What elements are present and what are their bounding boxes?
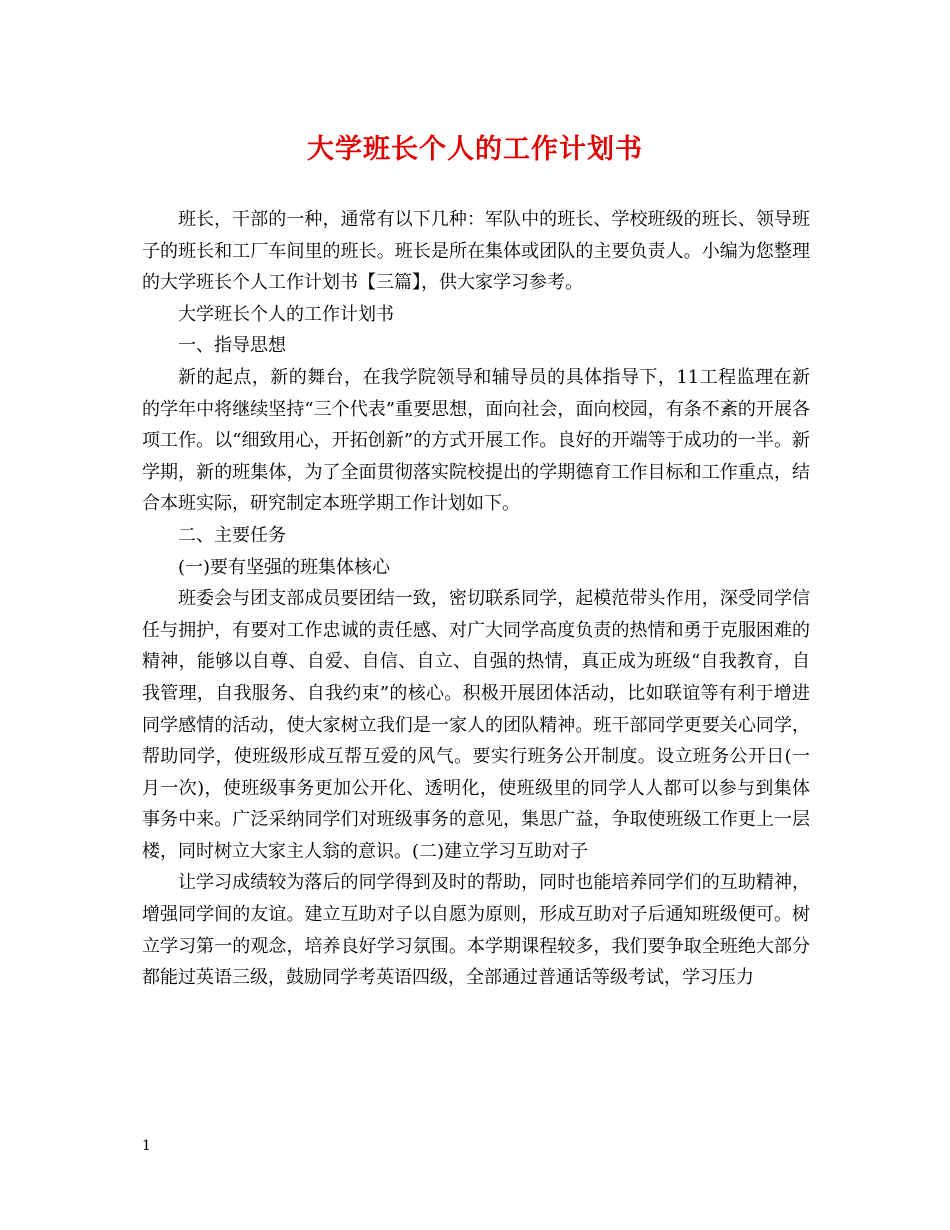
paragraph-guiding-thought: 新的起点，新的舞台，在我学院领导和辅导员的具体指导下，11工程监理在新的学年中将继续坚持“三个代表”重要思想，面向社会，面向校园，有条不紊的开展各项工作。以“细致用心，开拓创新”的方式开展工作。良好的开端等于成功的一半。新学期，新的班集体，为了全面贯彻落实院校提出的学期德育工作目标和工作重点，结合本班实际，研究制定本班学期工作计划如下。: [142, 366, 810, 515]
section-heading-guiding-thought: 一、指导思想: [178, 335, 286, 357]
document-body: [142, 204, 810, 994]
paragraph-intro: 班长，干部的一种，通常有以下几种：军队中的班长、学校班级的班长、领导班子的班长和工厂车间里的班长。班长是所在集体或团队的主要负责人。小编为您整理的大学班长个人工作计划书【三篇】，供大家学习参考。: [142, 209, 810, 294]
paragraph-class-core: 班委会与团支部成员要团结一致，密切联系同学，起模范带头作用，深受同学信任与拥护，有要对工作忠诚的责任感、对广大同学高度负责的热情和勇于克服困难的精神，能够以自尊、自爱、自信、自立、自强的热情，真正成为班级“自我教育，自我管理，自我服务、自我约束”的核心。积极开展团体活动，比如联谊等有利于增进同学感情的活动，使大家树立我们是一家人的团队精神。班干部同学更要关心同学，帮助同学，使班级形成互帮互爱的风气。要实行班务公开制度。设立班务公开日(一月一次)，使班级事务更加公开化、透明化，使班级里的同学人人都可以参与到集体事务中来。广泛采纳同学们对班级事务的意见，集思广益，争取使班级工作更上一层楼，同时树立大家主人翁的意识。(二)建立学习互助对子: [142, 588, 810, 862]
paragraph-subtitle: 大学班长个人的工作计划书: [178, 303, 394, 325]
document-title: 大学班长个人的工作计划书: [307, 134, 643, 165]
paragraph-study-pairs: 让学习成绩较为落后的同学得到及时的帮助，同时也能培养同学们的互助精神，增强同学间的友谊。建立互助对子以自愿为原则，形成互助对子后通知班级便可。树立学习第一的观念，培养良好学习氛围。本学期课程较多，我们要争取全班绝大部分都能过英语三级，鼓励同学考英语四级，全部通过普通话等级考试，学习压力: [142, 872, 810, 989]
page-number: 1: [142, 1138, 151, 1154]
section-heading-main-tasks: 二、主要任务: [178, 524, 286, 546]
subsection-heading-class-core: (一)要有坚强的班集体核心: [178, 556, 391, 578]
